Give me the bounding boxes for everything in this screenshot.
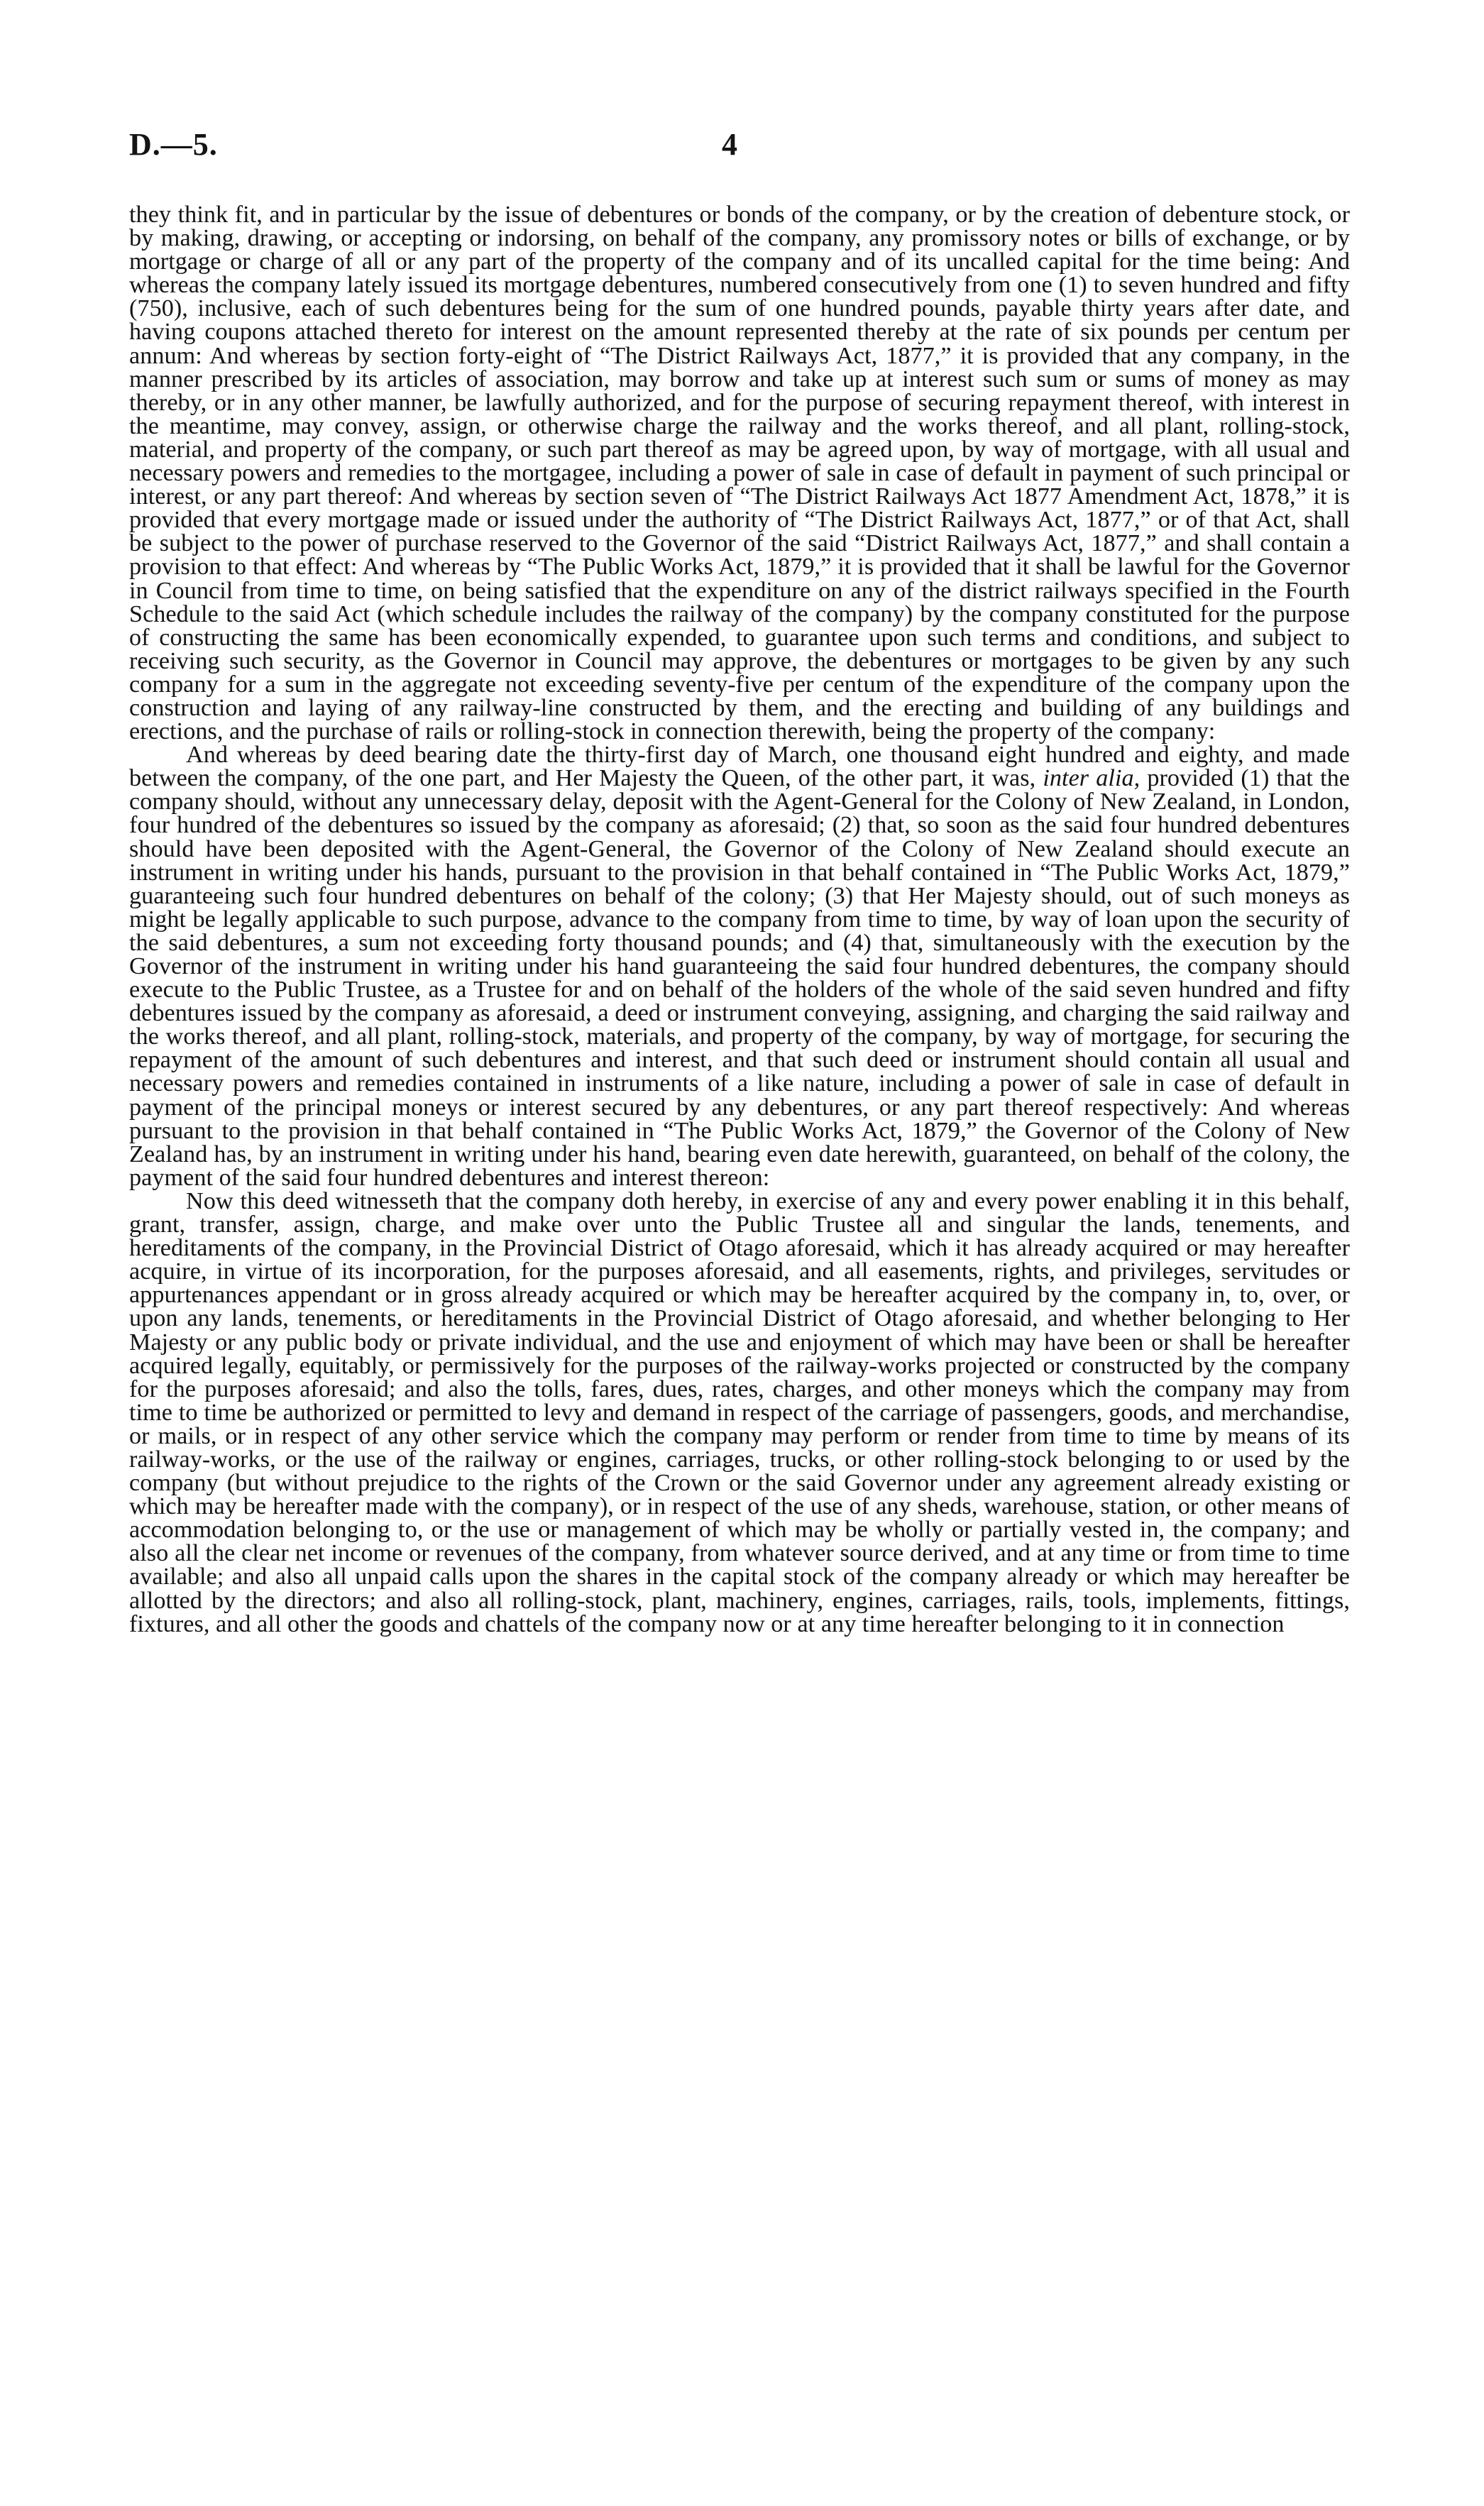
document-number: D.—5. [129,127,218,162]
paragraph-recitals: they think fit, and in particular by the issue of debentures or bonds of the company, or by the creation of debenture stock, or by making, drawing, or accepting or indorsing, on behalf of the company, any promissory notes or bills of exchange, or by mortgage or charge of all or any part of the property of the company and of its uncalled capital for the time being: And whereas the company lately issued its mortgage debentures, numbered consecutively from one (1) to seven hundred and fifty (750), inclusive, each of such debentures being for the sum of one hundred pounds, payable thirty years after date, and having coupons attached thereto for interest on the amount represented thereby at the rate of six pounds per centum per annum: And whereas by section forty-eight of “The District Railways Act, 1877,” it is provided that any company, in the manner prescribed by its articles of association, may borrow and take up at interest such sum or sums of money as may thereby, or in any other manner, be lawfully authorized, and for the purpose of securing repayment thereof, with interest in the meantime, may convey, assign, or otherwise charge the railway and the works thereof, and all plant, rolling-stock, material, and property of the company, or such part thereof as may be agreed upon, by way of mortgage, with all usual and necessary powers and remedies to the mortgagee, including a power of sale in case of default in payment of such principal or interest, or any part thereof: And whereas by section seven of “The District Railways Act 1877 Amendment Act, 1878,” it is provided that every mortgage made or issued under the authority of “The District Railways Act, 1877,” or of that Act, shall be subject to the power of purchase reserved to the Governor of the said “District Railways Act, 1877,” and shall contain a provision to that effect: And whereas by “The Public Works Act, 1879,” it is provided that it shall be lawful for the Governor in Council from time to time, on being satisfied that the expenditure on any of the district railways specified in the Fourth Schedule to the said Act (which schedule includes the railway of the company) by the company constituted for the purpose of constructing the same has been economically expended, to guarantee upon such terms and conditions, and subject to receiving such security, as the Governor in Council may approve, the debentures or mortgages to be given by any such company for a sum in the aggregate not exceeding seventy-five per centum of the expenditure of the company upon the construction and laying of any railway-line constructed by them, and the erecting and building of any buildings and erections, and the purchase of rails or rolling-stock in connection therewith, being the property of the company: [129,202,1350,745]
paragraph-deed-recital [129,743,1350,1189]
latin-phrase: inter alia, [1043,765,1141,792]
body-text [129,203,1350,1636]
page-header [129,126,1350,169]
paragraph-witnesseth: Now this deed witnesseth that the company doth hereby, in exercise of any and every power enabling it in this behalf, grant, transfer, assign, charge, and make over unto the Public Trustee all and singular the lands, tenements, and hereditaments of the company, in the Provincial District of Otago aforesaid, which it has already acquired or may hereafter acquire, in virtue of its incorporation, for the purposes aforesaid, and all easements, rights, and privileges, servitudes or appurtenances appendant or in gross already acquired or which may be hereafter acquired by the company in, to, over, or upon any lands, tenements, or hereditaments in the Provincial District of Otago aforesaid, and whether belonging to Her Majesty or any public body or private individual, and the use and enjoyment of which may have been or shall be hereafter acquired legally, equitably, or permissively for the purposes of the railway-works projected or constructed by the company for the purposes aforesaid; and also the tolls, fares, dues, rates, charges, and other moneys which the company may from time to time be authorized or permitted to levy and demand in respect of the carriage of passengers, goods, and merchandise, or mails, or in respect of any other service which the company may perform or render from time to time by means of its railway-works, or the use of the railway or engines, carriages, trucks, or other rolling-stock belonging to or used by the company (but without prejudice to the rights of the Crown or the said Governor under any agreement already existing or which may be hereafter made with the company), or in respect of the use of any sheds, warehouse, station, or other means of accommodation belonging to, or the use or management of which may be wholly or partially vested in, the company; and also all the clear net income or revenues of the company, from whatever source derived, and at any time or from time to time available; and also all unpaid calls upon the shares in the capital stock of the company already or which may hereafter be allotted by the directors; and also all rolling-stock, plant, machinery, engines, carriages, rails, tools, implements, fittings, fixtures, and all other the goods and chattels of the company now or at any time hereafter belonging to it in connection [129,1187,1350,1637]
paragraph-deed-recital-end: provided (1) that the company should, without any unnecessary delay, deposit with the Agent-General for the Colony of New Zealand, in London, four hundred of the debentures so issued by the company as aforesaid; (2) that, so soon as the said four hundred debentures should have been deposited with the Agent-General, the Governor of the Colony of New Zealand should execute an instrument in writing under his hands, pursuant to the provision in that behalf contained in “The Public Works Act, 1879,” guaranteeing such four hundred debentures on behalf of the colony; (3) that Her Majesty should, out of such moneys as might be legally applicable to such purpose, advance to the company from time to time, by way of loan upon the security of the said debentures, a sum not exceeding forty thousand pounds; and (4) that, simultaneously with the execution by the Governor of the instrument in writing under his hand guaranteeing the said four hundred debentures, the company should execute to the Public Trustee, as a Trustee for and on behalf of the holders of the whole of the said seven hundred and fifty debentures issued by the company as aforesaid, a deed or instrument conveying, assigning, and charging the said railway and the works thereof, and all plant, rolling-stock, materials, and property of the company, by way of mortgage, for securing the repayment of the amount of such debentures and interest, and that such deed or instrument should contain all usual and necessary powers and remedies contained in instruments of a like nature, including a power of sale in case of default in payment of the principal moneys or interest secured by any debentures, or any part thereof respectively: And whereas pursuant to the provision in that behalf contained in “The Public Works Act, 1879,” the Governor of the Colony of New Zealand has, by an instrument in writing under his hand, bearing even date herewith, guaranteed, on behalf of the colony, the payment of the said four hundred debentures and interest thereon: [129,765,1350,1191]
page-number: 4 [722,127,737,162]
paragraph-deed-recital-start: And whereas by deed bearing date the thirty-first day of March, one thousand eight hundred and eighty, and made between the company, of the one part, and Her Majesty the Queen, of the other part, it was, [129,742,1350,792]
